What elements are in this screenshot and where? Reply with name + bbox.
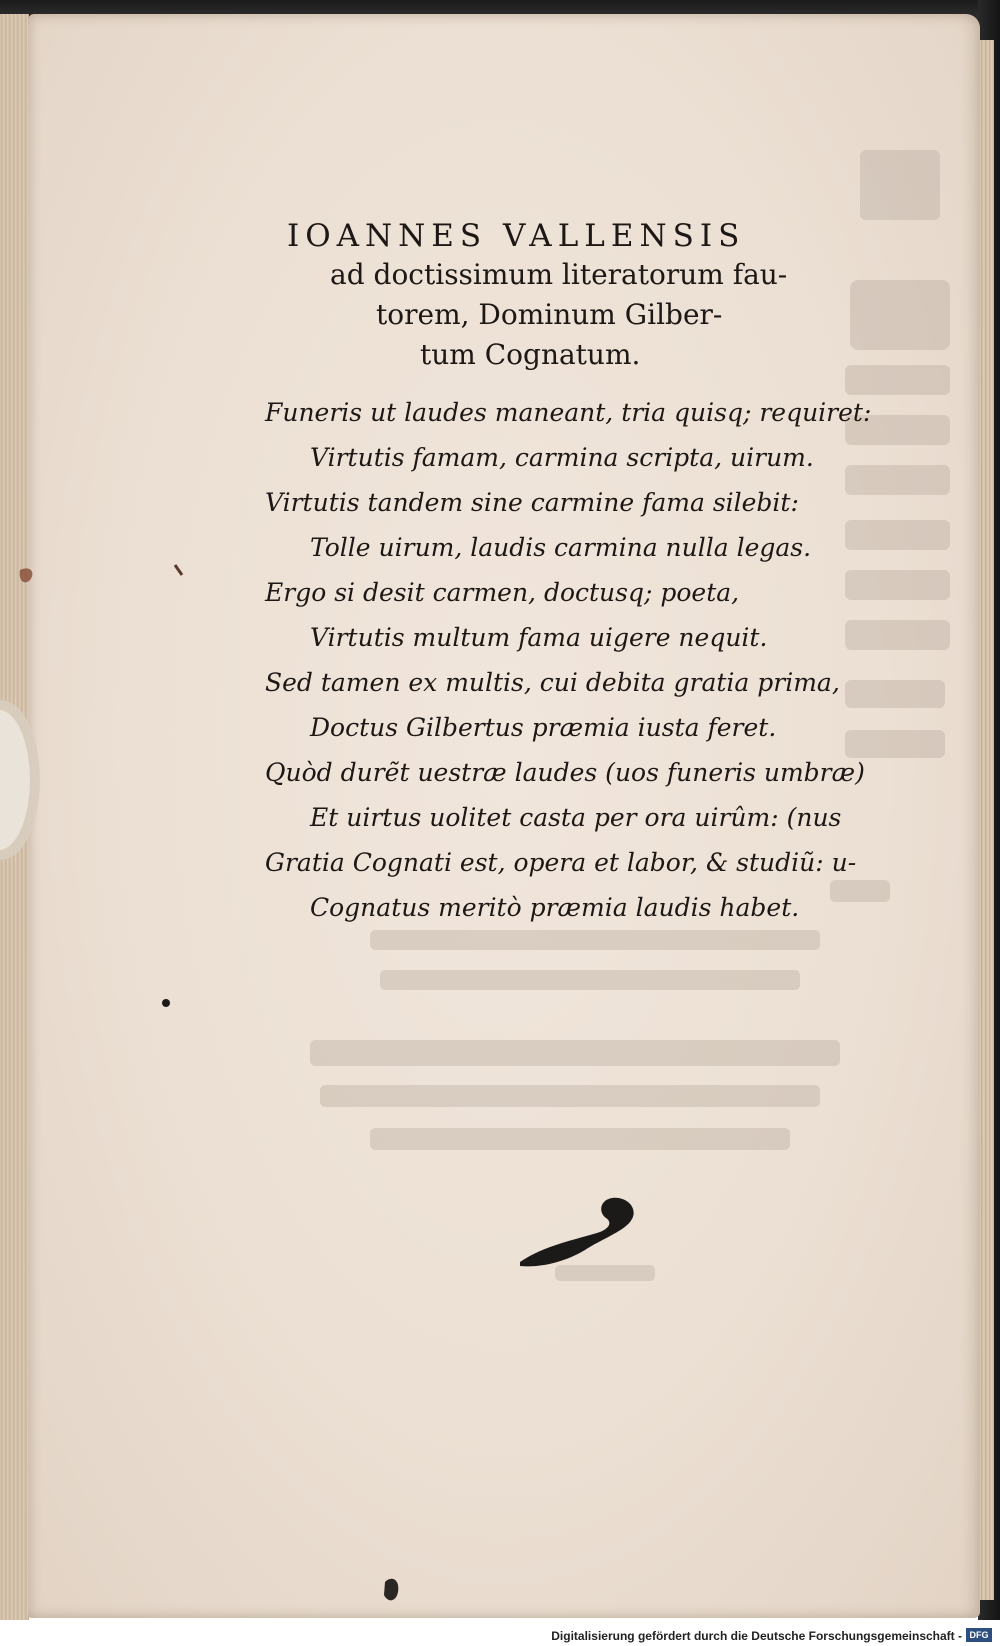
poem-line: Et uirtus uolitet casta per ora uirûm: (nus	[310, 803, 842, 832]
digitization-credit: Digitalisierung gefördert durch die Deutsche Forschungsgemeinschaft -	[551, 1629, 962, 1643]
poem-line: Gratia Cognati est, opera et labor, & studiũ: u-	[265, 848, 857, 877]
poem-line: Ergo si desit carmen, doctusq; poeta,	[265, 578, 740, 607]
poem-line: Virtutis tandem sine carmine fama silebit:	[265, 488, 799, 517]
poem-line: Cognatus meritò præmia laudis habet.	[310, 893, 800, 922]
poem-line: Sed tamen ex multis, cui debita gratia prima,	[265, 668, 840, 697]
heading-author: IOANNES VALLENSIS	[287, 218, 746, 254]
heading-line-4: tum Cognatum.	[420, 338, 641, 371]
poem-line: Doctus Gilbertus præmia iusta feret.	[310, 713, 777, 742]
dfg-logo: DFG	[966, 1628, 992, 1642]
poem-line: Virtutis multum fama uigere nequit.	[310, 623, 768, 652]
poem-line: Quòd durẽt uestræ laudes (uos funeris umbræ)	[265, 758, 865, 787]
clasp-shadow	[0, 680, 60, 880]
heading-line-2: ad doctissimum literatorum fau-	[330, 258, 788, 291]
poem-line: Funeris ut laudes maneant, tria quisq; requiret:	[265, 398, 872, 427]
poem-line: Tolle uirum, laudis carmina nulla legas.	[310, 533, 812, 562]
heading-line-3: torem, Dominum Gilber-	[376, 298, 723, 331]
poem-line: Virtutis famam, carmina scripta, uirum.	[310, 443, 814, 472]
